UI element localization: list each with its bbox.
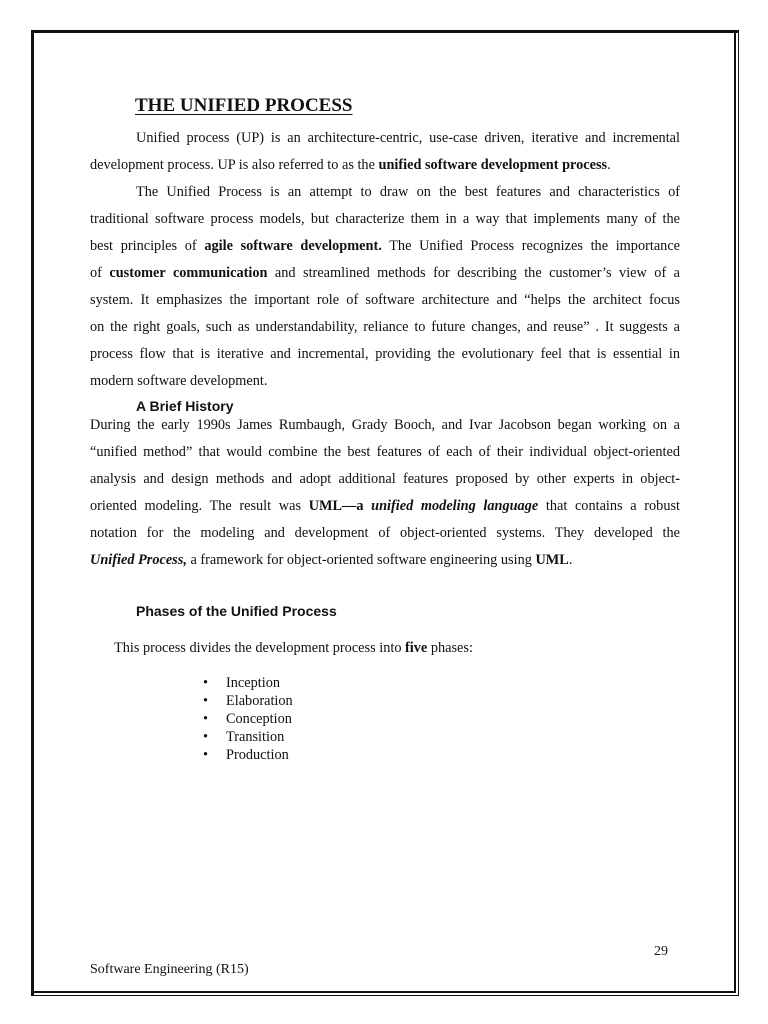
intro-line: process flow that is iterative and incremental, providing the evolutionary feel that is essential in (90, 346, 680, 362)
intro-line: on the right goals, such as understandability, reliance to future changes, and reuse” . It suggests a (90, 319, 680, 335)
bold-term: customer communication (109, 265, 268, 281)
history-line: “unified method” that would combine the best features of each of their individual object-oriented (90, 444, 680, 460)
intro-line: Unified process (UP) is an architecture-centric, use-case driven, iterative and incremental (136, 130, 680, 146)
bullet-icon: • (203, 711, 209, 727)
intro-line: development process. UP is also referred to as the unified software development process. (90, 157, 611, 173)
bold-term: agile software development. (204, 238, 382, 254)
history-line: oriented modeling. The result was UML—a unified modeling language that contains a robust (90, 498, 681, 514)
section-heading-phases: Phases of the Unified Process (136, 603, 337, 619)
intro-line: The Unified Process is an attempt to draw on the best features and characteristics of (136, 184, 680, 200)
intro-line: system. It emphasizes the important role of software architecture and “helps the architect focus (90, 292, 680, 308)
section-heading-history: A Brief History (136, 398, 234, 414)
bullet-icon: • (203, 675, 209, 691)
bullet-icon: • (203, 747, 209, 763)
bullet-icon: • (203, 693, 209, 709)
footer-text: Software Engineering (R15) (90, 962, 249, 977)
history-line: Unified Process, a framework for object-oriented software engineering using UML. (90, 552, 573, 568)
history-line: analysis and design methods and adopt additional features proposed by other experts in object- (90, 471, 680, 487)
bold-term: five (405, 640, 428, 656)
bold-term: UML (535, 552, 569, 568)
intro-line: modern software development. (90, 373, 268, 389)
bold-italic-term: unified modeling language (371, 498, 539, 514)
bullet-icon: • (203, 729, 209, 745)
bold-term: unified software development process (378, 157, 608, 173)
list-item: • Transition (203, 729, 285, 745)
list-item: • Conception (203, 711, 292, 727)
page-title: THE UNIFIED PROCESS (135, 95, 353, 116)
bold-term: UML—a (308, 498, 372, 514)
history-line: notation for the modeling and development of object-oriented systems. They developed the (90, 525, 680, 541)
intro-line: traditional software process models, but characterize them in a way that implements many of the (90, 211, 680, 227)
phases-intro: This process divides the development process into five phases: (114, 640, 473, 656)
intro-line: of customer communication and streamlined methods for describing the customer’s view of a (90, 265, 681, 281)
history-line: During the early 1990s James Rumbaugh, Grady Booch, and Ivar Jacobson began working on a (90, 417, 680, 433)
phases-list (200, 674, 293, 764)
intro-line: best principles of agile software development. The Unified Process recognizes the importance (90, 238, 681, 254)
list-item: • Production (203, 747, 289, 763)
list-item: • Elaboration (203, 693, 293, 709)
list-item: • Inception (203, 675, 280, 691)
bold-italic-term: Unified Process, (90, 552, 187, 568)
page-number: 29 (654, 944, 668, 959)
